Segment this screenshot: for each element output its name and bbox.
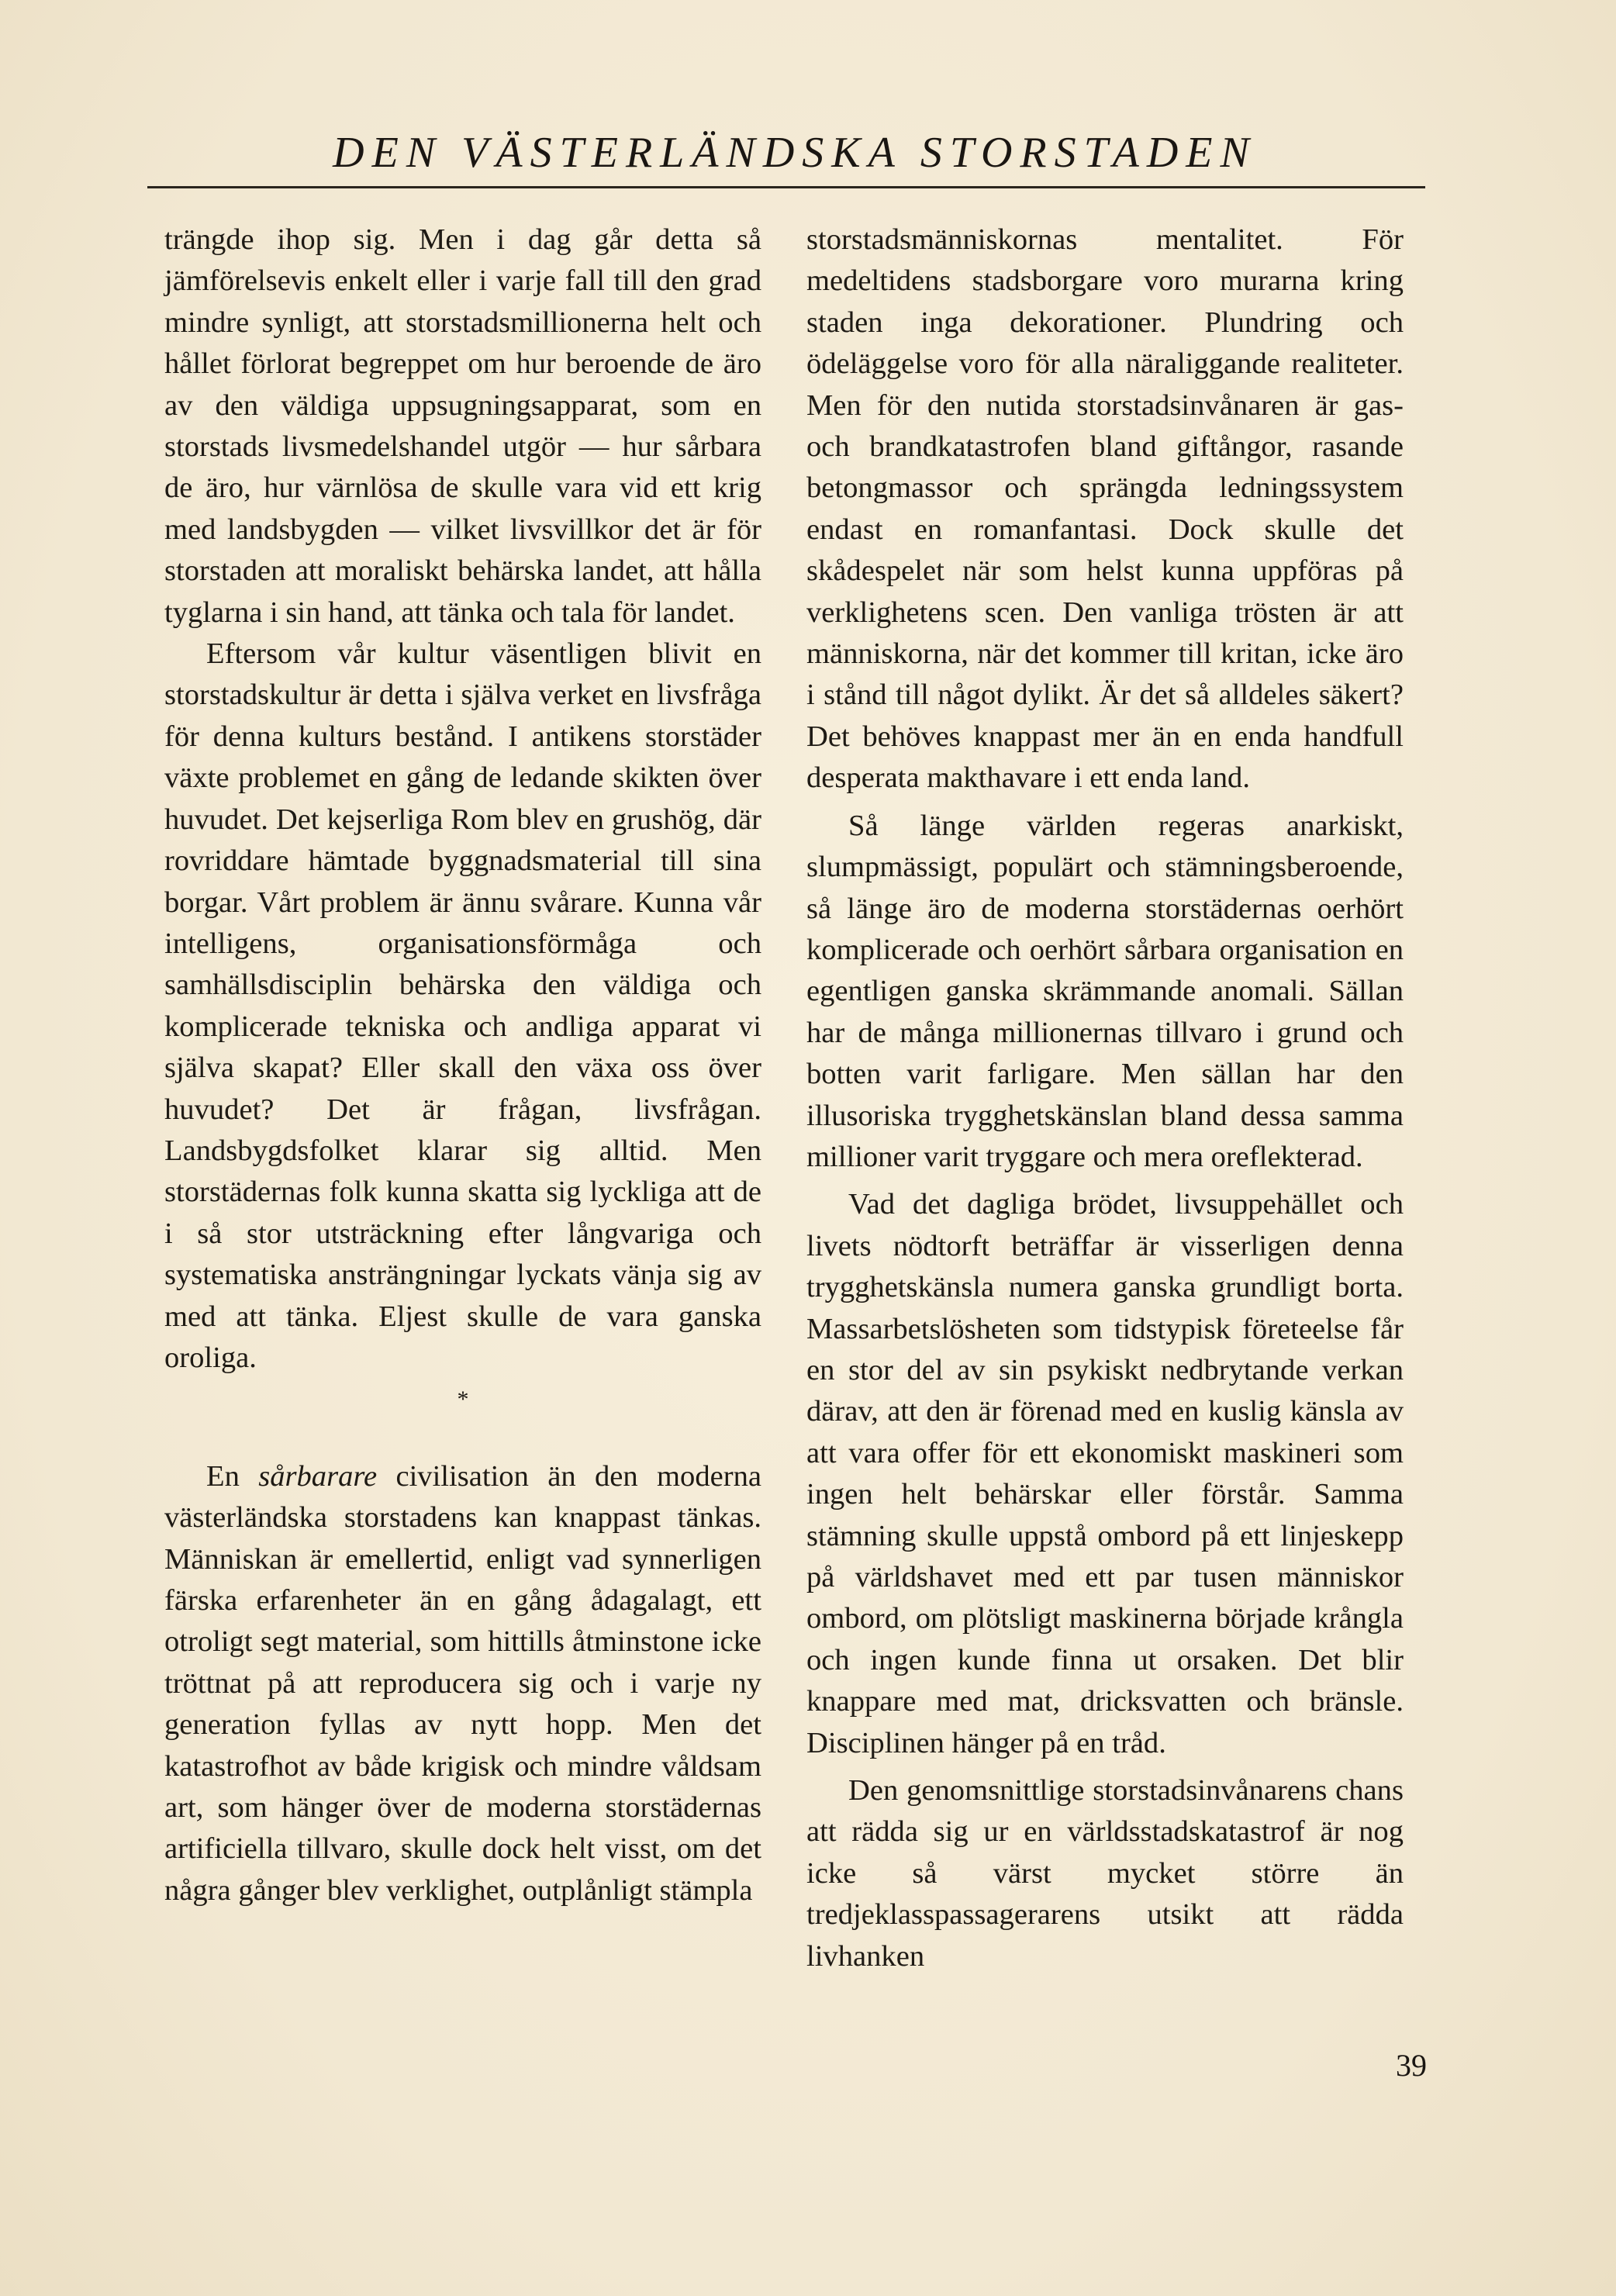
- paragraph: Så länge världen regeras anarkiskt, slumpmässigt, populärt och stämningsberoende, så länge äro de moderna storstädernas oerhört komplicerade och oerhört sårbara organisation en egentligen ganska skrämmande anomali. Sällan har de många millionernas tillvaro i grund och botten varit farligare. Men sällan har den illusoriska trygghetskänslan bland dessa samma millioner varit tryggare och mera oreflekterad.: [806, 809, 1404, 1173]
- paragraph: storstadsmänniskornas mentalitet. För medeltidens stadsborgare voro murarna kring staden inga dekorationer. Plundring och ödeläggelse voro för alla näraliggande realiteter. Men för den nutida storstadsinvånaren är gas- och brandkatastrofen bland giftångor, rasande betongmassor och sprängda ledningssystem endast en romanfantasi. Dock skulle det skådespelet när som helst kunna uppföras på verklighetens scen. Den vanliga trösten är att människorna, när det kommer till kritan, icke äro i stånd till något dylikt. Är det så alldeles säkert? Det behöves knappast mer än en enda handfull desperata makthavare i ett enda land.: [806, 223, 1404, 795]
- right-column: [806, 219, 1404, 1977]
- emphasized-word: sårbarare: [258, 1459, 378, 1493]
- section-separator: *: [457, 1386, 469, 1413]
- running-header: DEN VÄSTERLÄNDSKA STORSTADEN: [333, 129, 1257, 177]
- header-rule: [147, 186, 1425, 188]
- left-column: [164, 219, 761, 1911]
- paragraph: Den genomsnittlige storstadsinvånarens chans att rädda sig ur en världsstadskatastrof är nog icke så värst mycket större än tredjeklasspassagerarens utsikt att rädda livhanken: [806, 1774, 1404, 1973]
- paragraph: [164, 1456, 761, 1911]
- paragraph-lead: En: [206, 1459, 259, 1493]
- page-number: 39: [1396, 2048, 1427, 2083]
- paragraph: Vad det dagliga brödet, livsuppehället och livets nödtorft beträffar är visserligen denna trygghetskänsla numera ganska grundligt borta. Massarbetslösheten som tidstypisk företeelse får en stor del av sin psykiskt nedbrytande verkan därav, att den är förenad med en kuslig känsla av att vara offer för ett ekonomiskt maskineri som ingen helt behärskar eller förstår. Samma stämning skulle uppstå ombord på ett linjeskepp på världshavet med ett par tusen människor ombord, om plötsligt maskinerna började krångla och ingen kunde finna ut orsaken. Det blir knappare med mat, dricksvatten och bränsle. Disciplinen hänger på en tråd.: [806, 1188, 1404, 1759]
- paragraph: trängde ihop sig. Men i dag går detta så jämförelsevis enkelt eller i varje fall till den grad mindre synligt, att storstadsmillionerna helt och hållet förlorat begreppet om hur beroende de äro av den väldiga uppsugningsapparat, som en storstads livsmedelshandel utgör — hur sårbara de äro, hur värnlösa de skulle vara vid ett krig med landsbygden — vilket livsvillkor det är för storstaden att moraliskt behärska landet, att hålla tyglarna i sin hand, att tänka och tala för landet.: [164, 223, 761, 629]
- paragraph-rest: civilisation än den moderna västerländska storstadens kan knappast tänkas. Människan är emellertid, enligt vad synnerligen färska erfarenheter än en gång ådagalagt, ett otroligt segt material, som hittills åtminstone icke tröttnat på att reproducera sig och i varje ny generation fyllas av nytt hopp. Men det katastrofhot av både krigisk och mindre våldsam art, som hänger över de moderna storstädernas artificiella tillvaro, skulle dock helt visst, om det några gånger blev verklighet, outplånligt stämpla: [164, 1459, 762, 1907]
- paragraph: Eftersom vår kultur väsentligen blivit en storstadskultur är detta i själva verket en livsfråga för denna kulturs bestånd. I antikens storstäder växte problemet en gång de ledande skikten över huvudet. Det kejserliga Rom blev en grushög, där rovriddare hämtade byggnadsmaterial till sina borgar. Vårt problem är ännu svårare. Kunna vår intelligens, organisationsförmåga och samhällsdisciplin behärska den väldiga och komplicerade tekniska och andliga apparat vi själva skapat? Eller skall den växa oss över huvudet? Det är frågan, livsfrågan. Landsbygdsfolket klarar sig alltid. Men storstädernas folk kunna skatta sig lyckliga att de i så stor utsträckning efter långvariga och systematiska ansträngningar lyckats vänja sig av med att tänka. Eljest skulle de vara ganska oroliga.: [164, 637, 761, 1374]
